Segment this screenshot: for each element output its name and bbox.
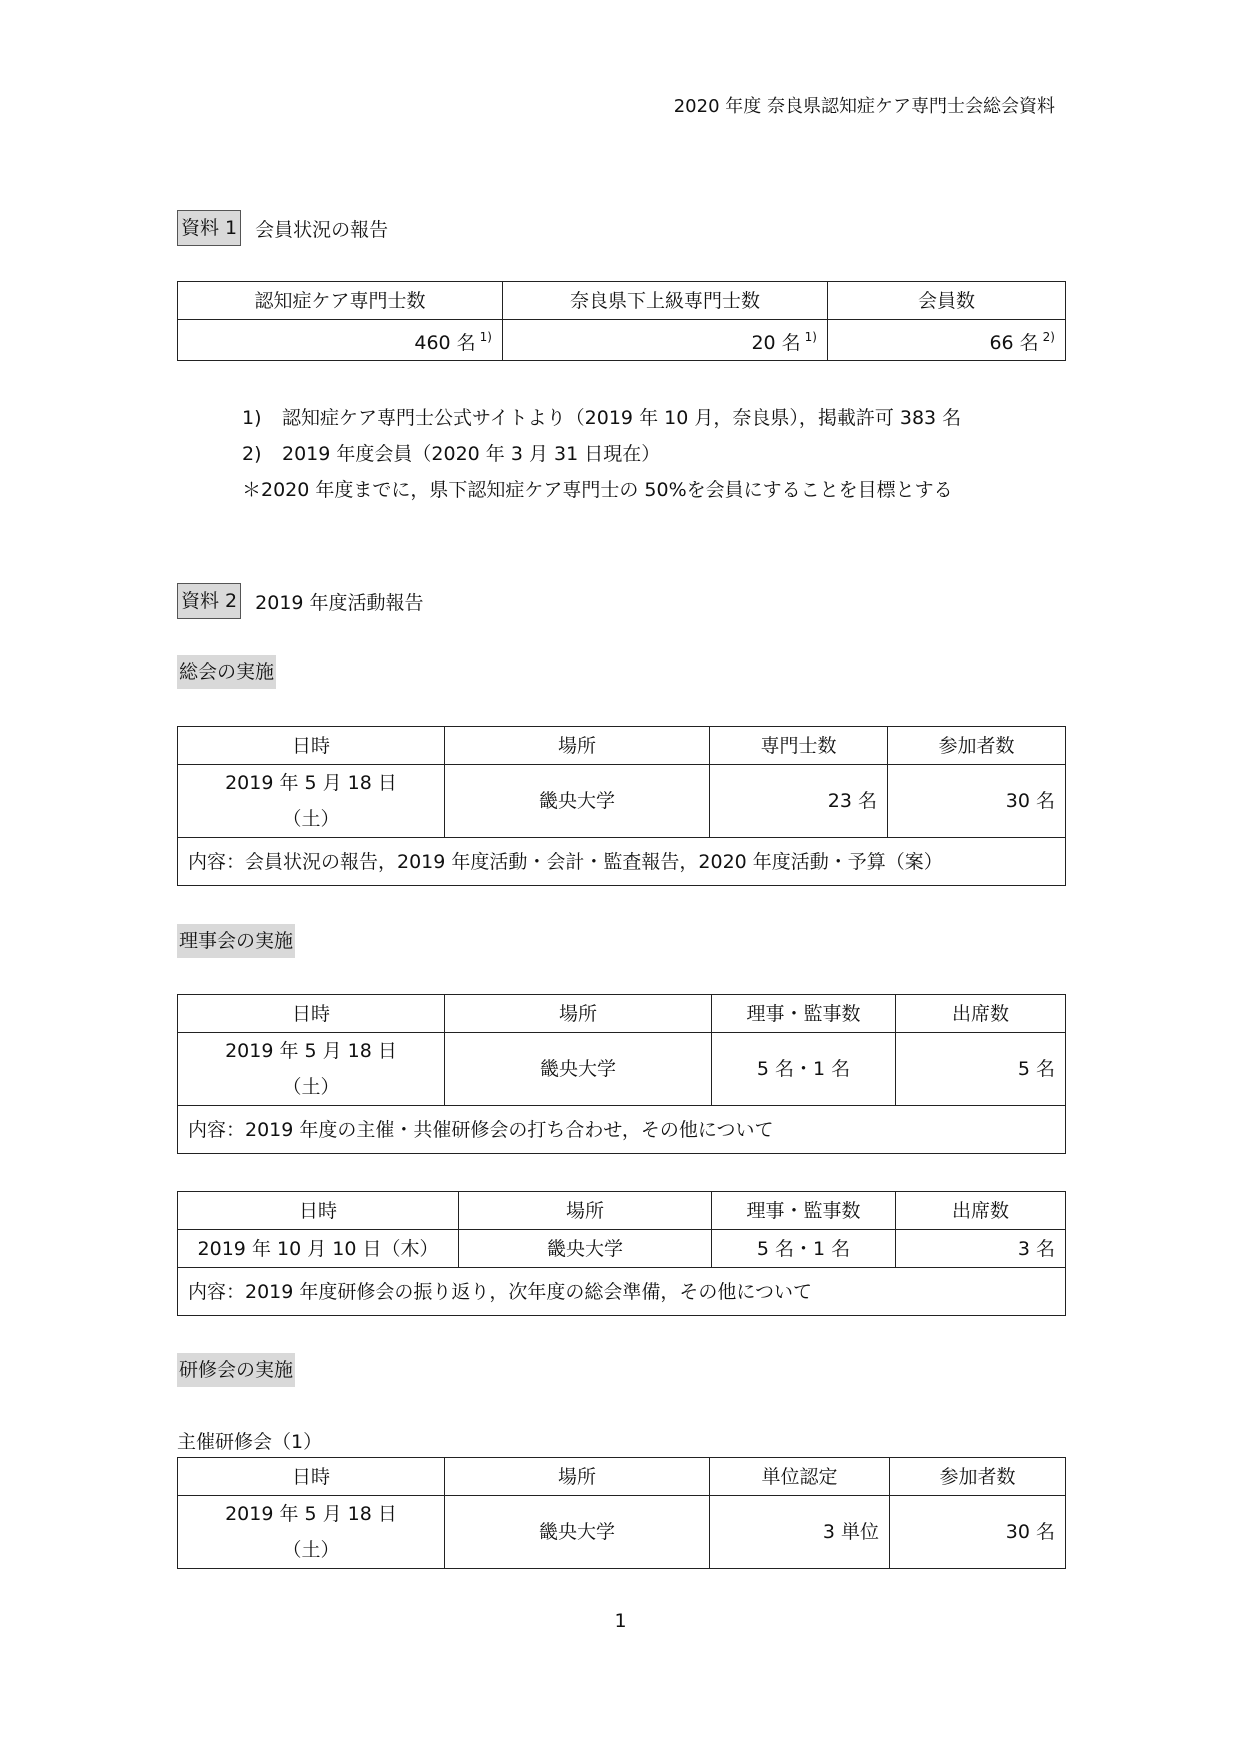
- table-header-row: [178, 995, 1066, 1033]
- table-row: [178, 1268, 1066, 1316]
- members-cell: 5 名・1 名: [712, 1033, 896, 1106]
- date-cell: [178, 1496, 445, 1569]
- table-header-cell: 出席数: [896, 995, 1066, 1033]
- weekday-line: （土）: [282, 1539, 340, 1561]
- dementia-care-count: 460 名: [414, 332, 476, 354]
- table-cell: [828, 320, 1066, 361]
- attendance-cell: 5 名: [896, 1033, 1066, 1106]
- table-header-cell: 参加者数: [888, 727, 1066, 765]
- footnote-ref: 1): [479, 330, 492, 344]
- board-meeting-heading: 理事会の実施: [177, 924, 295, 958]
- participants-cell: 30 名: [890, 1496, 1066, 1569]
- footnote-number: 2): [242, 443, 262, 465]
- table-row: [178, 320, 1066, 361]
- content-cell: 内容：会員状況の報告，2019 年度活動・会計・監査報告，2020 年度活動・予算（案）: [178, 838, 1066, 886]
- credits-cell: 3 単位: [710, 1496, 890, 1569]
- board-meeting-table-2: [177, 1191, 1066, 1316]
- training-table: [177, 1457, 1066, 1569]
- board-meeting-table-1: [177, 994, 1066, 1154]
- table-header-cell: 場所: [445, 727, 710, 765]
- members-cell: 5 名・1 名: [712, 1230, 896, 1268]
- weekday-line: （土）: [282, 1076, 340, 1098]
- place-cell: 畿央大学: [445, 1496, 710, 1569]
- table-header-row: [178, 1192, 1066, 1230]
- table-header-cell: 場所: [445, 995, 712, 1033]
- section2-heading: [177, 583, 424, 619]
- content-cell: 内容：2019 年度研修会の振り返り，次年度の総会準備，その他について: [178, 1268, 1066, 1316]
- footnote-item: [242, 400, 961, 436]
- section2-title: 2019 年度活動報告: [255, 591, 424, 614]
- table-header-cell: 場所: [459, 1192, 712, 1230]
- table-header-row: [178, 727, 1066, 765]
- table-header-cell: 理事・監事数: [712, 1192, 896, 1230]
- section2-tag: 資料 2: [177, 583, 241, 619]
- table-row: [178, 1496, 1066, 1569]
- date-cell: 2019 年 10 月 10 日（木）: [178, 1230, 459, 1268]
- member-status-table: [177, 281, 1066, 361]
- general-meeting-heading: 総会の実施: [177, 655, 276, 689]
- attendance-cell: 3 名: [896, 1230, 1066, 1268]
- weekday-line: （土）: [282, 808, 340, 830]
- page-number: 1: [614, 1610, 627, 1632]
- section1-heading: [177, 210, 388, 246]
- table-row: [178, 1033, 1066, 1106]
- table-header-cell: 出席数: [896, 1192, 1066, 1230]
- place-cell: 畿央大学: [445, 1033, 712, 1106]
- table-row: [178, 1230, 1066, 1268]
- place-cell: 畿央大学: [445, 765, 710, 838]
- date-line: 2019 年 5 月 18 日: [225, 772, 397, 794]
- table-cell: [503, 320, 828, 361]
- date-cell: [178, 765, 445, 838]
- table-header-row: [178, 1458, 1066, 1496]
- footnote-text: 認知症ケア専門士公式サイトより（2019 年 10 月，奈良県），掲載許可 383 名: [282, 407, 962, 429]
- footnote-item: [242, 472, 961, 508]
- document-header: 2020 年度 奈良県認知症ケア専門士会総会資料: [673, 96, 1055, 117]
- footnote-ref: 2): [1042, 330, 1055, 344]
- table-row: [178, 1106, 1066, 1154]
- section1-tag: 資料 1: [177, 210, 241, 246]
- footnote-text: ＊2020 年度までに，県下認知症ケア専門士の 50%を会員にすることを目標とする: [242, 479, 953, 501]
- footnote-ref: 1): [804, 330, 817, 344]
- table-header-cell: 場所: [445, 1458, 710, 1496]
- table-row: [178, 765, 1066, 838]
- table-header-cell: 日時: [178, 1458, 445, 1496]
- table-row: [178, 838, 1066, 886]
- participant-count-cell: 30 名: [888, 765, 1066, 838]
- table-header-cell: 日時: [178, 995, 445, 1033]
- specialist-count-cell: 23 名: [710, 765, 888, 838]
- member-count: 66 名: [989, 332, 1039, 354]
- table-header-cell: 単位認定: [710, 1458, 890, 1496]
- table-header-cell: 日時: [178, 1192, 459, 1230]
- table-header-cell: 会員数: [828, 282, 1066, 320]
- senior-specialist-count: 20 名: [751, 332, 801, 354]
- table-header-cell: 参加者数: [890, 1458, 1066, 1496]
- date-line: 2019 年 5 月 18 日: [225, 1503, 397, 1525]
- table-header-row: [178, 282, 1066, 320]
- table-cell: [178, 320, 503, 361]
- footnote-item: [242, 436, 961, 472]
- general-meeting-table: [177, 726, 1066, 886]
- date-cell: [178, 1033, 445, 1106]
- footnotes: [242, 400, 961, 508]
- content-cell: 内容：2019 年度の主催・共催研修会の打ち合わせ，その他について: [178, 1106, 1066, 1154]
- training-heading: 研修会の実施: [177, 1353, 295, 1387]
- place-cell: 畿央大学: [459, 1230, 712, 1268]
- table-header-cell: 認知症ケア専門士数: [178, 282, 503, 320]
- footnote-number: 1): [242, 407, 262, 429]
- section1-title: 会員状況の報告: [255, 218, 389, 241]
- table-header-cell: 日時: [178, 727, 445, 765]
- footnote-text: 2019 年度会員（2020 年 3 月 31 日現在）: [282, 443, 661, 465]
- training-label: 主催研修会（1）: [177, 1431, 323, 1453]
- table-header-cell: 専門士数: [710, 727, 888, 765]
- table-header-cell: 奈良県下上級専門士数: [503, 282, 828, 320]
- table-header-cell: 理事・監事数: [712, 995, 896, 1033]
- date-line: 2019 年 5 月 18 日: [225, 1040, 397, 1062]
